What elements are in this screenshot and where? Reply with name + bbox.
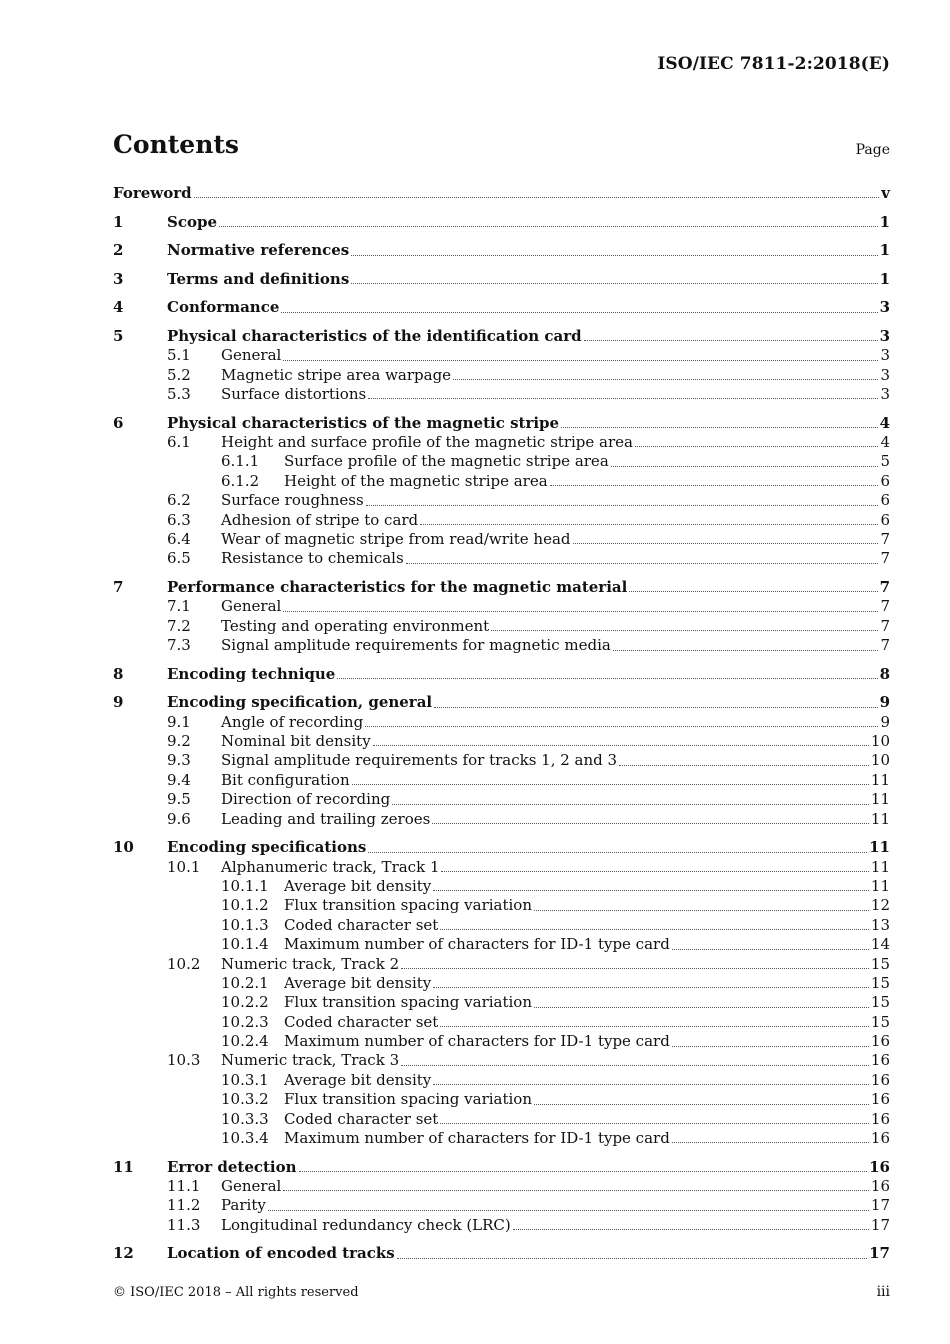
toc-entry[interactable]: [113, 790, 890, 809]
toc-entry[interactable]: [113, 213, 890, 232]
toc-entry[interactable]: [113, 838, 890, 857]
toc-entry-title: Surface roughness: [221, 491, 364, 510]
toc-entry-title: Magnetic stripe area warpage: [221, 365, 452, 384]
toc-entry-number: 10.2: [167, 954, 201, 973]
toc-entry-page: 12: [870, 896, 890, 915]
toc-entry-number: 11.3: [167, 1215, 201, 1234]
toc-entry-page: 7: [880, 529, 890, 548]
toc-entry-page: 11: [870, 876, 890, 895]
toc-entry-number: 9.2: [167, 732, 191, 751]
toc-entry-number: 10.1.2: [221, 896, 269, 915]
footer-page-number: iii: [876, 1284, 890, 1300]
toc-entry[interactable]: [113, 1244, 890, 1263]
toc-entry-title: Encoding technique: [167, 664, 336, 683]
toc-entry-title: Average bit density: [284, 973, 432, 992]
dot-leader: [635, 445, 878, 447]
dot-leader: [561, 426, 877, 428]
toc-entry-page: 16: [870, 1032, 890, 1051]
toc-entry-page: 4: [880, 433, 890, 452]
toc-entry-number: 10.2.2: [221, 993, 269, 1012]
toc-entry-number: 7: [113, 577, 124, 596]
toc-entry[interactable]: [113, 771, 890, 790]
page-title: Contents: [113, 130, 240, 159]
toc-entry-page: 16: [870, 1129, 890, 1148]
toc-entry[interactable]: [113, 184, 890, 203]
toc-entry[interactable]: [113, 549, 890, 568]
toc-entry-number: 9.6: [167, 809, 191, 828]
toc-entry[interactable]: [113, 1110, 890, 1129]
toc-entry-number: 10.3.2: [221, 1090, 269, 1109]
toc-entry-title: Testing and operating environment: [221, 616, 490, 635]
toc-entry-page: 10: [870, 732, 890, 751]
toc-entry-number: 10.3.4: [221, 1129, 269, 1148]
toc-entry-page: 16: [870, 1109, 890, 1128]
toc-entry[interactable]: [113, 1129, 890, 1148]
dot-leader: [337, 677, 877, 679]
dot-leader: [619, 764, 869, 766]
toc-entry[interactable]: [113, 327, 890, 346]
toc-entry-page: 10: [870, 751, 890, 770]
toc-entry-title: Physical characteristics of the magnetic stripe: [167, 413, 560, 432]
toc-entry[interactable]: [113, 530, 890, 549]
toc-entry-number: 6.1.2: [221, 471, 260, 490]
toc-entry[interactable]: [113, 597, 890, 616]
toc-entry[interactable]: [113, 665, 890, 684]
toc-entry-page: 9: [879, 693, 890, 712]
toc-entry-number: 5.2: [167, 365, 191, 384]
dot-leader: [584, 339, 878, 341]
toc-entry[interactable]: [113, 511, 890, 530]
toc-entry-number: 7.2: [167, 616, 191, 635]
toc-entry-number: 6.3: [167, 510, 191, 529]
toc-entry-number: 9.4: [167, 770, 191, 789]
toc-entry[interactable]: [113, 491, 890, 510]
toc-entry[interactable]: [113, 693, 890, 712]
toc-entry-title: Coded character set: [284, 915, 439, 934]
dot-leader: [613, 649, 879, 651]
toc-entry-page: 14: [870, 935, 890, 954]
toc-entry-page: 17: [869, 1244, 890, 1263]
dot-leader: [550, 484, 879, 486]
dot-leader: [397, 1257, 867, 1259]
toc-entry-title: Coded character set: [284, 1012, 439, 1031]
toc-entry-number: 11.1: [167, 1177, 201, 1196]
toc-entry-number: 10.3.1: [221, 1070, 269, 1089]
toc-entry[interactable]: [113, 955, 890, 974]
toc-entry[interactable]: [113, 1052, 890, 1071]
dot-leader: [268, 1209, 869, 1211]
toc-entry-title: Average bit density: [284, 1070, 432, 1089]
toc-entry-title: Maximum number of characters for ID-1 type card: [284, 1129, 670, 1148]
toc-entry-number: 10.3: [167, 1051, 201, 1070]
toc-entry[interactable]: [113, 732, 890, 751]
toc-entry-title: Surface distortions: [221, 385, 367, 404]
toc-entry[interactable]: [113, 452, 890, 471]
toc-entry[interactable]: [113, 298, 890, 317]
toc-entry-title: Foreword: [113, 183, 192, 202]
page-column-label: Page: [855, 142, 890, 158]
toc-entry[interactable]: [113, 810, 890, 829]
toc-entry-title: Terms and definitions: [167, 269, 350, 288]
toc-entry[interactable]: [113, 858, 890, 877]
dot-leader: [420, 523, 878, 525]
toc-entry[interactable]: [113, 751, 890, 770]
toc-entry-title: Height of the magnetic stripe area: [284, 471, 548, 490]
table-of-contents: [113, 184, 890, 1264]
toc-entry-number: 10.1: [167, 857, 201, 876]
toc-entry-title: Numeric track, Track 2: [221, 954, 400, 973]
toc-entry-page: 1: [879, 212, 890, 231]
toc-entry[interactable]: [113, 472, 890, 491]
dot-leader: [401, 1064, 869, 1066]
toc-entry-number: 10.1.3: [221, 915, 269, 934]
toc-entry-number: 9.1: [167, 712, 191, 731]
toc-entry-page: 6: [880, 471, 890, 490]
toc-entry-title: Height and surface profile of the magnetic stripe area: [221, 433, 633, 452]
toc-entry-title: Leading and trailing zeroes: [221, 809, 431, 828]
dot-leader: [283, 1189, 869, 1191]
toc-entry[interactable]: [113, 896, 890, 915]
toc-entry-page: v: [881, 183, 890, 202]
toc-entry-number: 5.3: [167, 385, 191, 404]
toc-entry-number: 5.1: [167, 346, 191, 365]
toc-entry-page: 11: [870, 770, 890, 789]
toc-entry-number: 10.2.3: [221, 1012, 269, 1031]
toc-entry-title: Resistance to chemicals: [221, 549, 404, 568]
dot-leader: [432, 822, 869, 824]
toc-entry-title: Flux transition spacing variation: [284, 1090, 532, 1109]
dot-leader: [194, 196, 880, 198]
dot-leader: [406, 562, 879, 564]
toc-entry-title: Encoding specification, general: [167, 693, 433, 712]
dot-leader: [440, 1122, 869, 1124]
toc-entry[interactable]: [113, 636, 890, 655]
toc-entry-page: 16: [870, 1051, 890, 1070]
toc-entry-page: 3: [879, 326, 890, 345]
toc-entry-title: Signal amplitude requirements for tracks 1, 2 and 3: [221, 751, 618, 770]
toc-entry-page: 7: [880, 597, 890, 616]
toc-entry[interactable]: [113, 414, 890, 433]
toc-entry-page: 16: [870, 1070, 890, 1089]
toc-entry-number: 2: [113, 241, 124, 260]
toc-entry-title: Numeric track, Track 3: [221, 1051, 400, 1070]
toc-entry-page: 15: [870, 954, 890, 973]
dot-leader: [392, 803, 869, 805]
dot-leader: [672, 1141, 869, 1143]
toc-entry-title: Performance characteristics for the magnetic material: [167, 577, 628, 596]
toc-entry-number: 12: [113, 1244, 134, 1263]
dot-leader: [283, 610, 878, 612]
toc-entry-page: 3: [880, 385, 890, 404]
toc-entry-page: 7: [879, 577, 890, 596]
dot-leader: [365, 725, 878, 727]
dot-leader: [299, 1170, 868, 1172]
toc-entry[interactable]: [113, 1071, 890, 1090]
toc-entry-title: Direction of recording: [221, 790, 391, 809]
toc-entry[interactable]: [113, 241, 890, 260]
dot-leader: [441, 870, 868, 872]
toc-entry-number: 6.5: [167, 549, 191, 568]
toc-entry[interactable]: [113, 270, 890, 289]
toc-entry-number: 9.3: [167, 751, 191, 770]
toc-entry-number: 11: [113, 1157, 134, 1176]
dot-leader: [401, 967, 869, 969]
toc-entry-number: 10.2.4: [221, 1032, 269, 1051]
toc-entry-title: Normative references: [167, 241, 350, 260]
toc-entry-number: 11.2: [167, 1196, 201, 1215]
toc-entry-number: 9: [113, 693, 124, 712]
dot-leader: [433, 889, 869, 891]
toc-entry-page: 4: [879, 413, 890, 432]
toc-entry-page: 1: [879, 269, 890, 288]
toc-entry-title: Encoding specifications: [167, 838, 367, 857]
dot-leader: [281, 311, 877, 313]
toc-entry[interactable]: [113, 877, 890, 896]
dot-leader: [491, 629, 878, 631]
toc-entry-number: 10.3.3: [221, 1109, 269, 1128]
toc-entry-title: General: [221, 1177, 282, 1196]
toc-entry-number: 10.2.1: [221, 973, 269, 992]
dot-leader: [534, 1103, 869, 1105]
toc-entry-page: 1: [879, 241, 890, 260]
toc-entry-number: 6: [113, 413, 124, 432]
toc-entry-title: Alphanumeric track, Track 1: [221, 857, 440, 876]
toc-entry-title: Location of encoded tracks: [167, 1244, 395, 1263]
dot-leader: [368, 851, 867, 853]
dot-leader: [368, 397, 878, 399]
toc-entry-number: 8: [113, 664, 124, 683]
dot-leader: [373, 744, 869, 746]
dot-leader: [629, 590, 877, 592]
toc-entry-title: Maximum number of characters for ID-1 type card: [284, 1032, 670, 1051]
toc-entry-title: Angle of recording: [221, 712, 364, 731]
toc-entry[interactable]: [113, 1216, 890, 1235]
toc-entry-page: 8: [879, 664, 890, 683]
dot-leader: [366, 504, 879, 506]
toc-entry-title: Nominal bit density: [221, 732, 371, 751]
dot-leader: [453, 378, 878, 380]
toc-entry[interactable]: [113, 366, 890, 385]
toc-entry-title: Parity: [221, 1196, 266, 1215]
toc-entry-title: Coded character set: [284, 1109, 439, 1128]
footer-copyright: © ISO/IEC 2018 – All rights reserved: [113, 1285, 359, 1300]
toc-entry-page: 7: [880, 549, 890, 568]
document-id: ISO/IEC 7811-2:2018(E): [657, 54, 890, 74]
toc-entry-number: 4: [113, 298, 124, 317]
toc-entry-title: Wear of magnetic stripe from read/write head: [221, 529, 571, 548]
dot-leader: [283, 359, 878, 361]
dot-leader: [672, 1045, 869, 1047]
toc-entry-page: 16: [870, 1177, 890, 1196]
dot-leader: [219, 225, 878, 227]
toc-entry-number: 1: [113, 212, 124, 231]
toc-entry[interactable]: [113, 1158, 890, 1177]
toc-entry-title: Error detection: [167, 1157, 297, 1176]
toc-entry-number: 6.1.1: [221, 452, 260, 471]
toc-entry-number: 3: [113, 269, 124, 288]
dot-leader: [534, 909, 869, 911]
toc-entry-number: 6.1: [167, 433, 191, 452]
toc-entry[interactable]: [113, 1196, 890, 1215]
toc-entry-title: Signal amplitude requirements for magnetic media: [221, 636, 611, 655]
toc-entry-page: 13: [870, 915, 890, 934]
toc-entry-page: 11: [870, 857, 890, 876]
toc-entry-page: 5: [880, 452, 890, 471]
toc-entry-page: 17: [870, 1196, 890, 1215]
dot-leader: [351, 282, 877, 284]
toc-entry-title: Surface profile of the magnetic stripe area: [284, 452, 609, 471]
toc-entry[interactable]: [113, 1090, 890, 1109]
toc-entry[interactable]: [113, 916, 890, 935]
dot-leader: [433, 1083, 869, 1085]
dot-leader: [351, 254, 877, 256]
toc-entry[interactable]: [113, 346, 890, 365]
toc-entry[interactable]: [113, 1177, 890, 1196]
toc-entry-title: Average bit density: [284, 876, 432, 895]
toc-entry-title: Conformance: [167, 298, 280, 317]
toc-entry-title: Bit configuration: [221, 770, 350, 789]
toc-entry[interactable]: [113, 993, 890, 1012]
toc-entry-page: 16: [870, 1090, 890, 1109]
dot-leader: [513, 1228, 869, 1230]
toc-entry[interactable]: [113, 1032, 890, 1051]
toc-entry-number: 7.1: [167, 597, 191, 616]
toc-entry-number: 9.5: [167, 790, 191, 809]
toc-entry[interactable]: [113, 713, 890, 732]
dot-leader: [534, 1006, 869, 1008]
dot-leader: [440, 928, 869, 930]
toc-entry-page: 16: [869, 1157, 890, 1176]
toc-entry-page: 15: [870, 973, 890, 992]
toc-entry[interactable]: [113, 385, 890, 404]
toc-entry-page: 3: [879, 298, 890, 317]
toc-entry-page: 11: [870, 809, 890, 828]
toc-entry-number: 10.1.1: [221, 876, 269, 895]
toc-entry-page: 3: [880, 346, 890, 365]
toc-entry-number: 7.3: [167, 636, 191, 655]
toc-entry-number: 10.1.4: [221, 935, 269, 954]
toc-entry-page: 6: [880, 510, 890, 529]
toc-entry[interactable]: [113, 578, 890, 597]
toc-entry-title: Physical characteristics of the identification card: [167, 326, 582, 345]
dot-leader: [433, 986, 869, 988]
toc-entry[interactable]: [113, 974, 890, 993]
toc-entry[interactable]: [113, 935, 890, 954]
toc-entry-number: 6.2: [167, 491, 191, 510]
toc-entry-page: 15: [870, 993, 890, 1012]
toc-entry-page: 3: [880, 365, 890, 384]
toc-entry-number: 5: [113, 326, 124, 345]
toc-entry-page: 15: [870, 1012, 890, 1031]
toc-entry-number: 6.4: [167, 529, 191, 548]
toc-entry-page: 11: [869, 838, 890, 857]
dot-leader: [352, 783, 869, 785]
toc-entry-title: Scope: [167, 212, 218, 231]
toc-entry-title: Maximum number of characters for ID-1 type card: [284, 935, 670, 954]
toc-entry-page: 7: [880, 616, 890, 635]
toc-entry-number: 10: [113, 838, 134, 857]
toc-entry-title: Flux transition spacing variation: [284, 993, 532, 1012]
dot-leader: [573, 542, 879, 544]
toc-entry[interactable]: [113, 617, 890, 636]
toc-entry-page: 11: [870, 790, 890, 809]
toc-entry-title: General: [221, 346, 282, 365]
toc-entry-page: 9: [880, 712, 890, 731]
dot-leader: [440, 1025, 869, 1027]
toc-entry-title: General: [221, 597, 282, 616]
dot-leader: [672, 948, 869, 950]
toc-entry-page: 7: [880, 636, 890, 655]
dot-leader: [434, 706, 877, 708]
toc-entry-title: Longitudinal redundancy check (LRC): [221, 1215, 511, 1234]
toc-entry-page: 17: [870, 1215, 890, 1234]
toc-entry-title: Adhesion of stripe to card: [221, 510, 419, 529]
toc-entry[interactable]: [113, 433, 890, 452]
toc-entry[interactable]: [113, 1013, 890, 1032]
dot-leader: [611, 465, 879, 467]
toc-entry-page: 6: [880, 491, 890, 510]
toc-entry-title: Flux transition spacing variation: [284, 896, 532, 915]
